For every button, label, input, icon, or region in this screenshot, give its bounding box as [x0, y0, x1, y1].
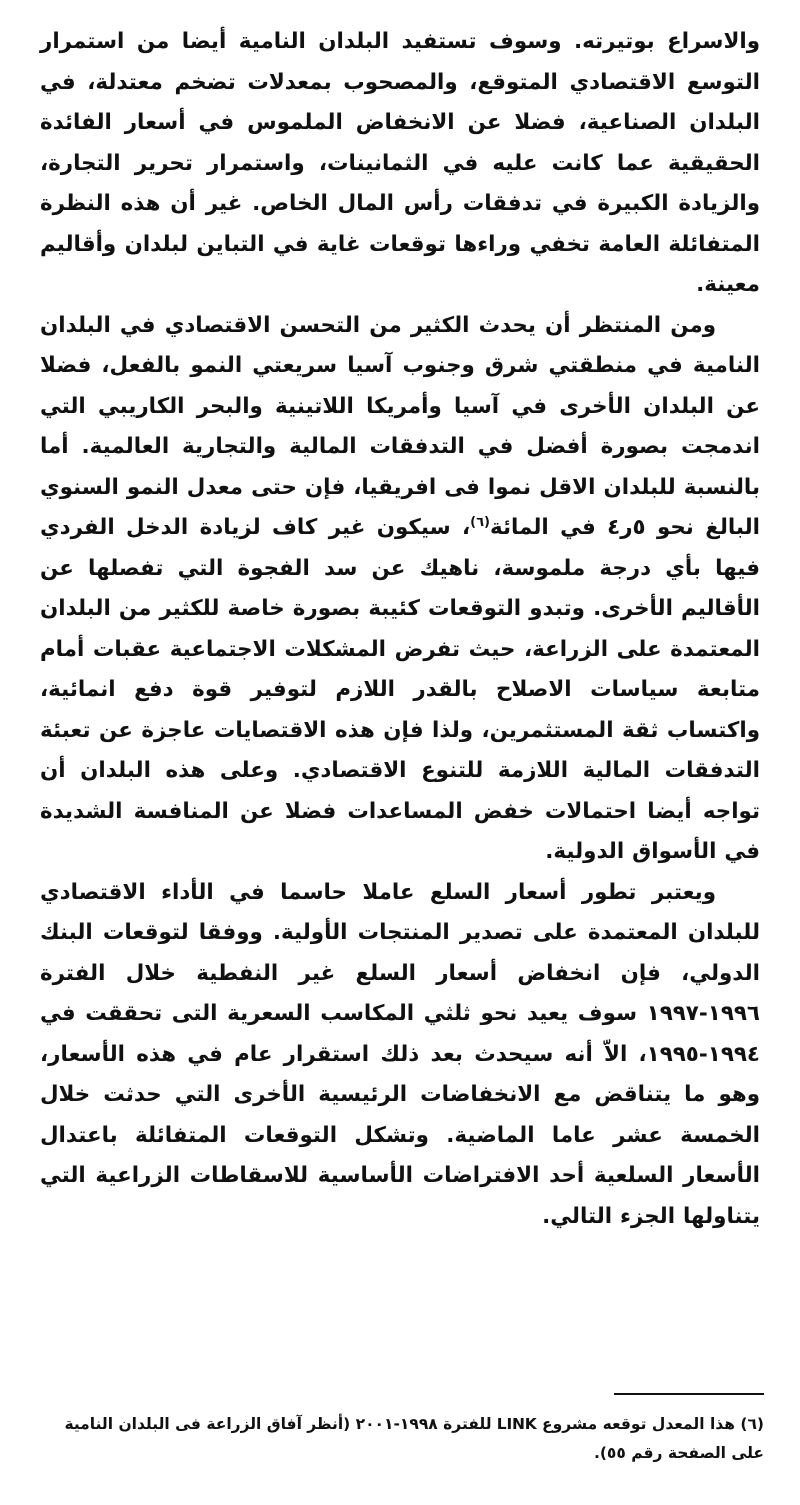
footnote-separator	[614, 1393, 764, 1395]
footnote	[36, 1410, 764, 1468]
paragraph-2-part-2: ، سيكون غير كاف لزيادة الدخل الفردي فيها بأي درجة ملموسة، ناهيك عن سد الفجوة التي تفصلها عن الأقاليم الأخرى. وتبدو التوقعات كئيبة بصورة خاصة للكثير من البلدان المعتمدة على الزراعة، حيث تفرض المشكلات الاجتماعية عقبات أمام متابعة سياسات الاصلاح بالقدر اللازم لتوفير قوة دفع انمائية، واكتساب ثقة المستثمرين، ولذا فإن هذه الاقتصايات عاجزة عن تعبئة التدفقات المالية اللازمة للتنوع الاقتصادي. وعلى هذه البلدان أن تواجه أيضا احتمالات خفض المساعدات فضلا عن المنافسة الشديدة في الأسواق الدولية.	[40, 515, 760, 864]
paragraph-2	[40, 306, 760, 873]
paragraph-1: والاسراع بوتيرته. وسوف تستفيد البلدان النامية أيضا من استمرار التوسع الاقتصادي المتوقع، والمصحوب بمعدلات تضخم معتدلة، في البلدان الصناعية، فضلا عن الانخفاض الملموس في أسعار الفائدة الحقيقية عما كانت عليه في الثمانينات، واستمرار تحرير التجارة، والزيادة الكبيرة في تدفقات رأس المال الخاص. غير أن هذه النظرة المتفائلة العامة تخفي وراءها توقعات غاية في التباين لبلدان وأقاليم معينة.	[40, 29, 760, 297]
body-text	[40, 22, 760, 1237]
footnote-text: (٦) هذا المعدل توقعه مشروع LINK للفترة ١٩٩٨-٢٠٠١ (أنظر آفاق الزراعة فى البلدان النامية على الصفحة رقم ٥٥).	[64, 1415, 764, 1462]
paragraph-3: ويعتبر تطور أسعار السلع عاملا حاسما في الأداء الاقتصادي للبلدان المعتمدة على تصدير المنتجات الأولية. ووفقا لتوقعات البنك الدولي، فإن انخفاض أسعار السلع غير النفطية خلال الفترة ١٩٩٦-١٩٩٧ سوف يعيد نحو ثلثي المكاسب السعرية التى تحققت في ١٩٩٤-١٩٩٥، الاّ أنه سيحدث بعد ذلك استقرار عام في هذه الأسعار، وهو ما يتناقض مع الانخفاضات الرئيسية الأخرى التي حدثت خلال الخمسة عشر عاما الماضية. وتشكل التوقعات المتفائلة باعتدال الأسعار السلعية أحد الافتراضات الأساسية للاسقاطات الزراعية التي يتناولها الجزء التالي.	[40, 879, 760, 1229]
footnote-reference: (٦)	[470, 514, 490, 530]
paragraph-2-part-1: ومن المنتظر أن يحدث الكثير من التحسن الاقتصادي في البلدان النامية في منطقتي شرق وجنوب آسيا سريعتي النمو بالفعل، فضلا عن البلدان الأخرى في آسيا وأمريكا اللاتينية والبحر الكاريبي التي اندمجت بصورة أفضل في التدفقات المالية والتجارية العالمية. أما بالنسبة للبلدان الاقل نموا فى افريقيا، فإن حتى معدل النمو السنوي البالغ نحو ٥ر٤ في المائة	[40, 312, 760, 540]
